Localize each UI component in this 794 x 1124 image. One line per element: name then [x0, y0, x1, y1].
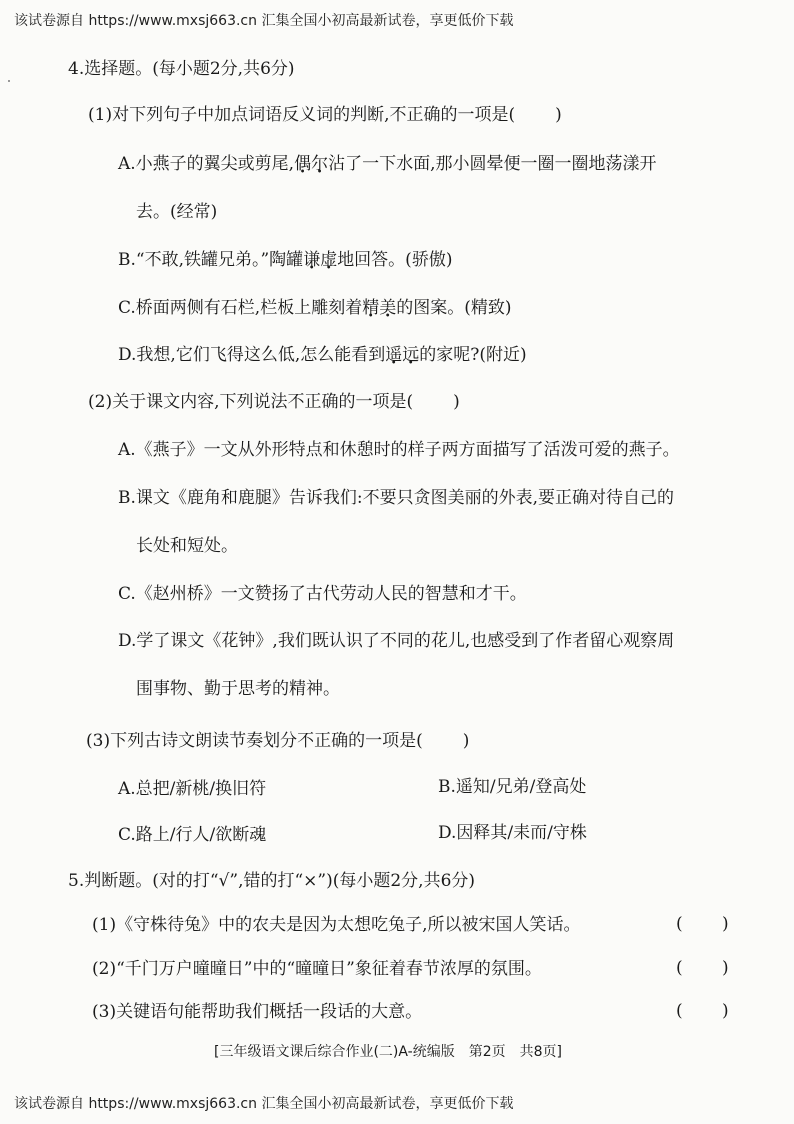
q4-3-stem: [86, 730, 469, 752]
q4-1-a-pre: A.小燕子的翼尖或剪尾,: [118, 154, 295, 174]
emph-char: 偶: [294, 154, 312, 174]
scan-speck: [8, 80, 10, 82]
q4-3-option-d: D.因释其/耒而/守株: [438, 823, 587, 843]
q4-title: 4.选择题。(每小题2分,共6分): [68, 59, 295, 79]
emph-char: 虚: [320, 250, 338, 270]
q5-item-1-paren-open: (: [676, 914, 683, 934]
emph-char: 精: [362, 298, 380, 318]
q4-2-stem: [88, 391, 460, 413]
q4-3-option-c: C.路上/行人/欲断魂: [118, 825, 267, 845]
q4-1-d-post: 的家呢?(附近): [419, 345, 527, 365]
page-footer: [三年级语文课后综合作业(二)A-统编版 第2页 共8页]: [214, 1044, 562, 1060]
q5-item-2-paren-open: (: [676, 958, 683, 978]
q4-1-c-pre: C.桥面两侧有石栏,栏板上雕刻着: [118, 298, 363, 318]
q4-2-option-b-cont: 长处和短处。: [136, 536, 238, 556]
q4-1-option-b: [118, 249, 452, 271]
q4-1-option-a: [118, 153, 657, 175]
q4-2-stem-close: ): [453, 392, 460, 412]
q4-3-stem-close: ): [462, 731, 470, 751]
q4-1-b-pre: B.“不敢,铁罐兄弟。”陶罐: [118, 250, 304, 270]
q4-3-option-a: A.总把/新桃/换旧符: [118, 779, 267, 799]
q4-2-stem-text: (2)关于课文内容,下列说法不正确的一项是(: [88, 392, 414, 412]
q5-item-2: (2)“千门万户曈曈日”中的“曈曈日”象征着春节浓厚的氛围。: [92, 959, 542, 979]
q4-1-b-post: 地回答。(骄傲): [337, 250, 453, 270]
q4-2-option-a: A.《燕子》一文从外形特点和休憩时的样子两方面描写了活泼可爱的燕子。: [118, 440, 680, 460]
q5-item-1-paren-close: ): [722, 914, 729, 934]
q4-3-option-b: B.遥知/兄弟/登高处: [438, 777, 587, 797]
q5-item-3: (3)关键语句能帮助我们概括一段话的大意。: [92, 1002, 423, 1022]
q4-1-c-post: 的图案。(精致): [396, 298, 512, 318]
q5-item-1: (1)《守株待兔》中的农夫是因为太想吃兔子,所以被宋国人笑话。: [92, 915, 581, 935]
watermark-top: 该试卷源自 https://www.mxsj663.cn 汇集全国小初高最新试卷，享更低价下载: [14, 13, 514, 29]
q5-title: 5.判断题。(对的打“√”,错的打“×”)(每小题2分,共6分): [68, 871, 476, 891]
q4-3-stem-text: (3)下列古诗文朗读节奏划分不正确的一项是(: [86, 731, 423, 751]
emph-char: 远: [402, 345, 420, 365]
q5-item-3-paren-close: ): [722, 1001, 729, 1021]
q4-1-a-post: 沾了一下水面,那小圆晕便一圈一圈地荡漾开: [328, 154, 657, 174]
q4-2-option-b: B.课文《鹿角和鹿腿》告诉我们:不要只贪图美丽的外表,要正确对待自己的: [118, 488, 675, 508]
emph-char: 谦: [303, 250, 321, 270]
emph-char: 美: [379, 298, 397, 318]
q5-item-3-paren-open: (: [676, 1001, 683, 1021]
q4-1-stem-close: ): [555, 105, 562, 125]
q4-1-option-a-cont: 去。(经常): [136, 202, 218, 222]
q4-1-stem: [88, 104, 562, 126]
watermark-bottom: 该试卷源自 https://www.mxsj663.cn 汇集全国小初高最新试卷，享更低价下载: [14, 1096, 514, 1112]
q4-1-option-d: [118, 344, 527, 366]
q5-item-2-paren-close: ): [722, 958, 729, 978]
emph-char: 尔: [311, 154, 329, 174]
q4-2-option-d: D.学了课文《花钟》,我们既认识了不同的花儿,也感受到了作者留心观察周: [118, 631, 675, 651]
q4-2-option-d-cont: 围事物、勤于思考的精神。: [136, 679, 340, 699]
emph-char: 遥: [385, 345, 403, 365]
q4-2-option-c: C.《赵州桥》一文赞扬了古代劳动人民的智慧和才干。: [118, 584, 527, 604]
q4-1-option-c: [118, 297, 511, 319]
q4-1-stem-text: (1)对下列句子中加点词语反义词的判断,不正确的一项是(: [88, 105, 516, 125]
q4-1-d-pre: D.我想,它们飞得这么低,怎么能看到: [118, 345, 386, 365]
